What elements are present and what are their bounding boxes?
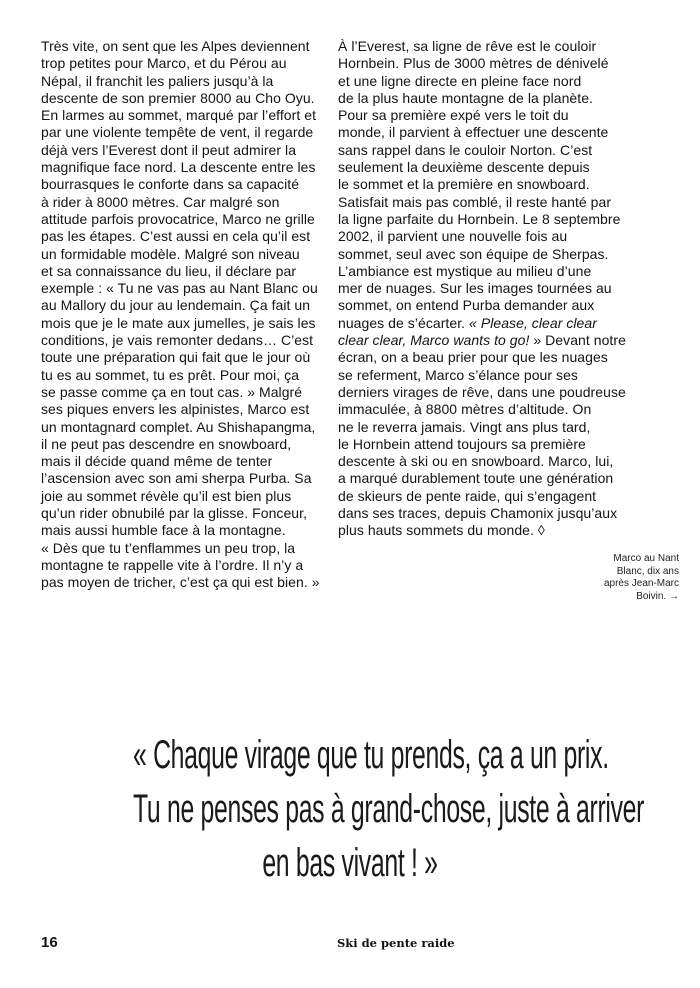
- text-line: toute une préparation qui fait que le jour où: [41, 349, 311, 366]
- text-line: ses piques envers les alpinistes, Marco est: [41, 401, 310, 418]
- pull-quote: [0, 728, 700, 890]
- text-line: et une ligne directe en pleine face nord: [338, 72, 582, 89]
- text-line: derniers virages de rêve, dans une poudreuse: [338, 383, 626, 400]
- text-line: sans rappel dans le couloir Norton. C’est: [338, 141, 593, 158]
- caption-line: Marco au Nant: [613, 553, 679, 564]
- text-line: monde, il parvient à effectuer une descente: [338, 124, 609, 141]
- pull-quote-line: « Chaque virage que tu prends, ça a un prix.: [133, 733, 609, 777]
- text-line: trop petites pour Marco, et du Pérou au: [41, 55, 287, 72]
- text-line: joie au sommet révèle qu’il est bien plus: [41, 487, 292, 504]
- caption-line: Blanc, dix ans: [616, 565, 679, 577]
- text-line: au Mallory du jour au lendemain. Ça fait un: [41, 297, 311, 314]
- text-line: à rider à 8000 mètres. Car malgré son: [41, 193, 280, 210]
- text-line: « Dès que tu t’enflammes un peu trop, la: [41, 539, 296, 556]
- running-title: Ski de pente raide: [337, 936, 455, 950]
- text-line: immaculée, à 8800 mètres d’altitude. On: [338, 401, 592, 418]
- text-line: se referment, Marco s’élance pour ses: [338, 366, 578, 383]
- caption-line: après Jean-Marc: [603, 578, 679, 590]
- text-line: de skieurs de pente raide, qui s’engagent: [338, 487, 597, 504]
- pull-quote-line: Tu ne penses pas à grand-chose, juste à arriver: [133, 787, 645, 831]
- text-line-with-italic: [338, 315, 628, 332]
- text-line: ne le reverra jamais. Vingt ans plus tard,: [338, 418, 591, 435]
- text-line: mais il décide quand même de tenter: [41, 453, 273, 470]
- text-line: qu’un rider obnubilé par la glisse. Fonceur,: [41, 505, 308, 522]
- text-line: écran, on a beau prier pour que les nuages: [338, 349, 608, 366]
- text-line: mois que je le mate aux jumelles, je sais les: [41, 314, 316, 331]
- text-line: se passe comme ça en tout cas. » Malgré: [41, 383, 303, 400]
- text-line: l’ascension avec son ami sherpa Purba. Sa: [41, 470, 312, 487]
- text-line: la ligne parfaite du Hornbein. Le 8 septembre: [338, 210, 621, 227]
- text-line: pas les étapes. C’est aussi en cela qu’il est: [41, 228, 311, 245]
- text-line: attitude parfois provocatrice, Marco ne grille: [41, 210, 315, 227]
- text-line: tu es au sommet, tu es prêt. Pour moi, ça: [41, 366, 300, 383]
- text-line: montagne te rappelle vite à l’ordre. Il n’y a: [41, 556, 304, 573]
- caption-line: Boivin. →: [636, 590, 679, 602]
- text-line: déjà vers l’Everest dont il peut admirer la: [41, 141, 297, 158]
- text-line: 2002, il parvient une nouvelle fois au: [338, 228, 568, 245]
- text-line: Très vite, on sent que les Alpes deviennent: [41, 38, 310, 54]
- text-line: bourrasques le conforte dans sa capacité: [41, 176, 300, 193]
- text-line: pas moyen de tricher, c’est ça qui est bien. »: [41, 574, 320, 591]
- text-line: et sa connaissance du lieu, il déclare par: [41, 262, 297, 279]
- text-line: descente à ski ou en snowboard. Marco, lui,: [338, 453, 614, 470]
- text-line: a marqué durablement toute une génération: [338, 470, 614, 487]
- text-line: sommet, on entend Purba demander aux: [338, 297, 595, 314]
- text-line: Pour sa première expé vers le toit du: [338, 107, 569, 124]
- text-line: Népal, il franchit les paliers jusqu’à la: [41, 72, 274, 89]
- text-line: un montagnard complet. Au Shishapangma,: [41, 418, 316, 435]
- text-line: dans ses traces, depuis Chamonix jusqu’aux: [338, 505, 618, 522]
- text-line: il ne peut pas descendre en snowboard,: [41, 435, 292, 452]
- text-line: magnifique face nord. La descente entre les: [41, 159, 316, 176]
- italic-quote: « Please, clear clear: [469, 314, 597, 331]
- text-line: En larmes au sommet, marqué par l’effort et: [41, 107, 317, 124]
- text-line: un formidable modèle. Malgré son niveau: [41, 245, 300, 262]
- text-line: À l’Everest, sa ligne de rêve est le couloir: [338, 38, 597, 54]
- text-line: descente de son premier 8000 au Cho Oyu.: [41, 89, 315, 106]
- text-line: mer de nuages. Sur les images tournées au: [338, 280, 612, 297]
- photo-caption: [559, 553, 679, 603]
- pull-quote-line: en bas vivant ! »: [262, 841, 438, 885]
- text-line: Satisfait mais pas comblé, il reste hanté par: [338, 193, 612, 210]
- text-line: seulement la deuxième descente depuis: [338, 159, 590, 176]
- text-line: plus hauts sommets du monde. ◊: [338, 522, 545, 539]
- italic-quote: clear clear, Marco wants to go!: [338, 332, 530, 349]
- text-line-with-italic: [338, 332, 628, 349]
- text-line: par une violente tempête de vent, il regarde: [41, 124, 314, 141]
- text-line: exemple : « Tu ne vas pas au Nant Blanc ou: [41, 280, 318, 297]
- text-line: mais aussi humble face à la montagne.: [41, 522, 286, 539]
- text-line: le Hornbein attend toujours sa première: [338, 435, 586, 452]
- text-line: le sommet et la première en snowboard.: [338, 176, 590, 193]
- article-column-right: [338, 38, 628, 540]
- page-number: 16: [41, 934, 58, 951]
- text-fragment: nuages de s’écarter.: [338, 314, 466, 331]
- article-column-left: [41, 38, 326, 592]
- text-line: de la plus haute montagne de la planète.: [338, 89, 593, 106]
- text-line: L’ambiance est mystique au milieu d’une: [338, 262, 592, 279]
- text-line: Hornbein. Plus de 3000 mètres de dénivelé: [338, 55, 609, 72]
- text-line: sommet, seul avec son équipe de Sherpas.: [338, 245, 609, 262]
- text-line: conditions, je vais remonter dedans… C’est: [41, 332, 314, 349]
- text-fragment: » Devant notre: [533, 332, 626, 349]
